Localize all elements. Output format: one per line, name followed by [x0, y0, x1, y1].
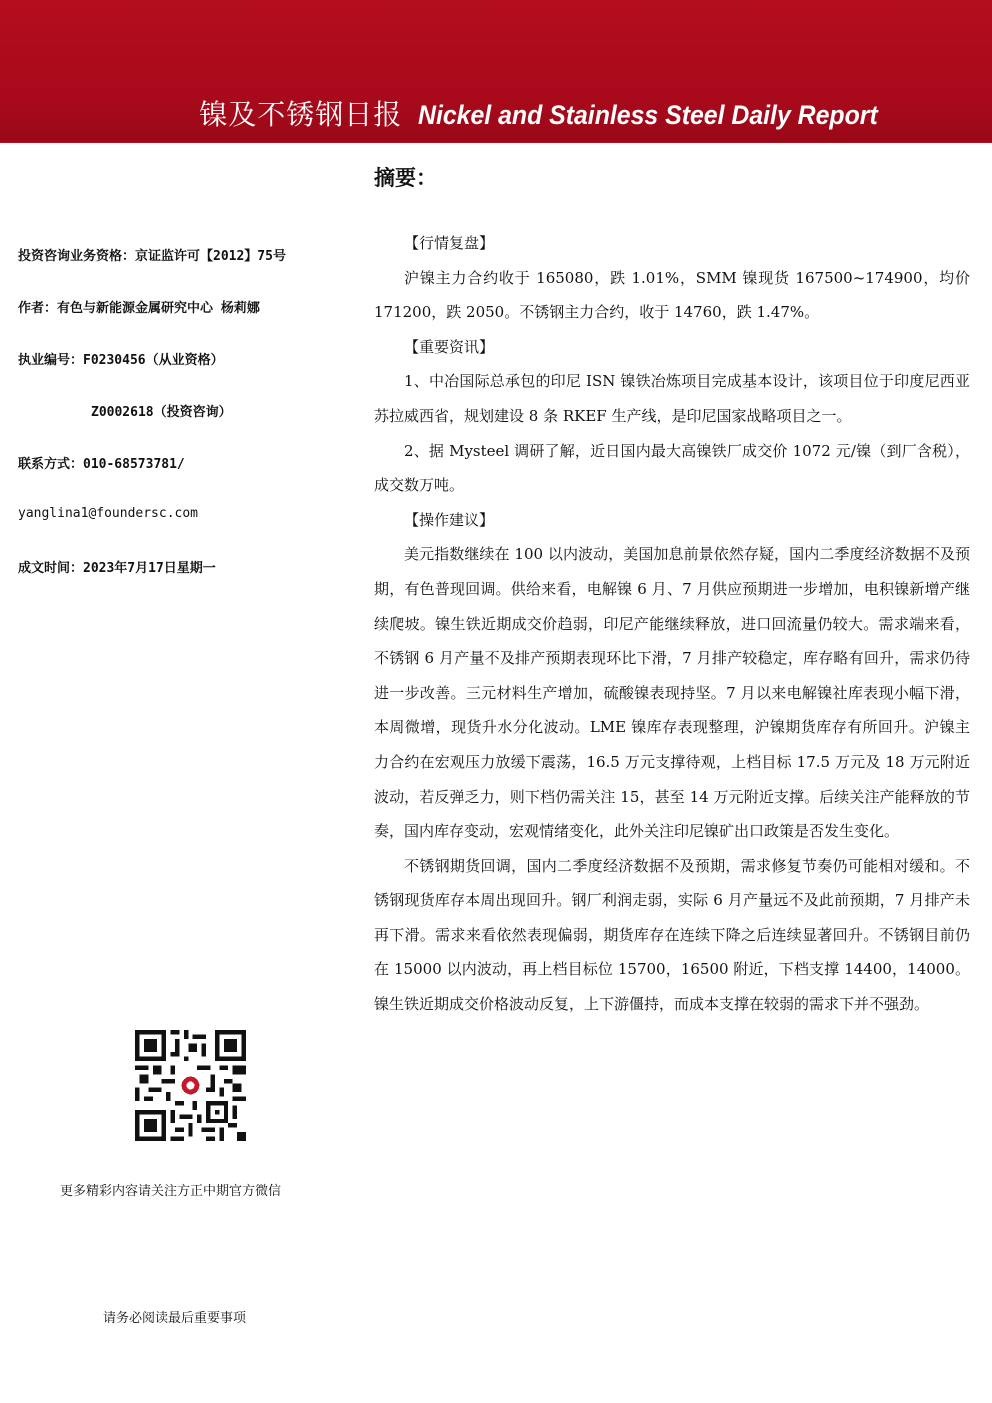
section-heading-news: 【重要资讯】 [404, 337, 495, 356]
wechat-qr-code [135, 1030, 246, 1141]
date-line: 成文时间：2023年7月17日星期一 [18, 561, 216, 576]
section-heading-advice: 【操作建议】 [404, 510, 495, 529]
license-line-2: Z0002618（投资咨询） [91, 405, 232, 420]
paragraph-market-review: 沪镍主力合约收于 165080，跌 1.01%，SMM 镍现货 167500~174900，均价 171200，跌 2050。不锈钢主力合约，收于 14760，跌 1.47%。 [374, 268, 970, 322]
license-line: 执业编号：F0230456（从业资格） [18, 353, 224, 368]
report-title [199, 93, 918, 133]
paragraph-news-1: 1、中冶国际总承包的印尼 ISN 镍铁冶炼项目完成基本设计，该项目位于印度尼西亚苏拉威西省，规划建设 8 条 RKEF 生产线，是印尼国家战略项目之一。 [374, 372, 970, 425]
email-line: yanglina1@foundersc.com [18, 506, 199, 521]
paragraph-news-2: 2、据 Mysteel 调研了解，近日国内最大高镍铁厂成交价 1072 元/镍（到厂含税），成交数万吨。 [374, 441, 970, 495]
report-title-cn: 镍及不锈钢日报 [199, 98, 403, 131]
author-line: 作者：有色与新能源金属研究中心 杨莉娜 [18, 301, 260, 316]
summary-body [374, 226, 970, 1022]
section-heading-market-review: 【行情复盘】 [404, 234, 495, 252]
contact-line: 联系方式：010-68573781/ [18, 457, 185, 472]
report-title-en: Nickel and Stainless Steel Daily Report [418, 100, 879, 130]
qualification-line: 投资咨询业务资格：京证监许可【2012】75号 [18, 249, 286, 264]
paragraph-advice-stainless: 不锈钢期货回调，国内二季度经济数据不及预期，需求修复节奏仍可能相对缓和。不锈钢现货库存本周出现回升。钢厂利润走弱，实际 6 月产量远不及此前预期，7 月排产未再下滑。需求来看依然表现偏弱，期货库存在连续下降之后连续显著回升。不锈钢目前仍在 15000 以内波动，再上档目标位 15700，16500 附近，下档支撑 14400，14000。镍生铁近期成交价格波动反复，上下游僵持，而成本支撑在较弱的需求下并不强劲。 [374, 856, 970, 1014]
paragraph-advice-nickel: 美元指数继续在 100 以内波动，美国加息前景依然存疑，国内二季度经济数据不及预期，有色普现回调。供给来看，电解镍 6 月、7 月供应预期进一步增加，电积镍新增产继续爬坡。镍生铁近期成交价趋弱，印尼产能继续释放，进口回流量仍较大。需求端来看，不锈钢 6 月产量不及排产预期表现环比下滑，7 月排产较稳定，库存略有回升，需求仍待进一步改善。三元材料生产增加，硫酸镍表现持坚。7 月以来电解镍社库表现小幅下滑，本周微增，现货升水分化波动。LME 镍库存表现整理，沪镍期货库存有所回升。沪镍主力合约在宏观压力放缓下震荡，16.5 万元支撑待观，上档目标 17.5 万元及 18 万元附近波动，若反弹乏力，则下档仍需关注 15，甚至 14 万元附近支撑。后续关注产能释放的节奏，国内库存变动，宏观情绪变化，此外关注印尼镍矿出口政策是否发生变化。 [374, 545, 970, 841]
disclaimer-note: 请务必阅读最后重要事项 [103, 1311, 247, 1326]
qr-caption: 更多精彩内容请关注方正中期官方微信 [60, 1184, 282, 1199]
header-divider [0, 142, 992, 143]
summary-heading: 摘要： [374, 166, 437, 190]
